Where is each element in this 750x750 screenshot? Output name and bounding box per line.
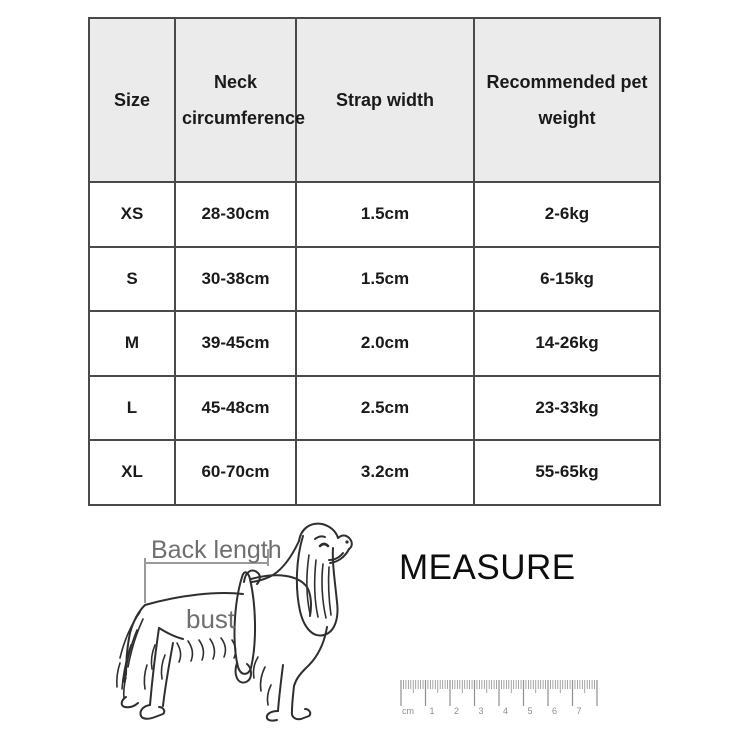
cell-size: M	[89, 311, 175, 376]
cell-weight: 23-33kg	[474, 376, 660, 441]
cell-strap: 1.5cm	[296, 182, 474, 247]
ruler-unit-label: 1	[429, 706, 435, 716]
cell-weight: 14-26kg	[474, 311, 660, 376]
cell-weight: 6-15kg	[474, 247, 660, 312]
ruler-unit-label: 3	[478, 706, 484, 716]
ruler-unit-label: 5	[527, 706, 533, 716]
cell-neck: 28-30cm	[175, 182, 296, 247]
cell-neck: 39-45cm	[175, 311, 296, 376]
cell-neck: 60-70cm	[175, 440, 296, 505]
table-header-row	[89, 18, 660, 182]
table-row	[89, 376, 660, 441]
ruler-graphic	[397, 676, 603, 718]
back-length-label: Back length	[151, 536, 282, 564]
cell-neck: 45-48cm	[175, 376, 296, 441]
cell-strap: 1.5cm	[296, 247, 474, 312]
bust-label: bust	[186, 604, 236, 634]
cell-neck: 30-38cm	[175, 247, 296, 312]
ruler-unit-label: 7	[576, 706, 582, 716]
col-header-neck: Neck circumference	[175, 18, 296, 182]
cell-strap: 2.5cm	[296, 376, 474, 441]
table-row	[89, 247, 660, 312]
cell-size: L	[89, 376, 175, 441]
cell-size: XL	[89, 440, 175, 505]
cell-size: XS	[89, 182, 175, 247]
ruler-unit-label: 6	[552, 706, 558, 716]
table-row	[89, 440, 660, 505]
cell-strap: 3.2cm	[296, 440, 474, 505]
ruler-unit-label: 4	[503, 706, 509, 716]
cell-size: S	[89, 247, 175, 312]
cell-weight: 2-6kg	[474, 182, 660, 247]
ruler-unit-label: 2	[454, 706, 460, 716]
cell-weight: 55-65kg	[474, 440, 660, 505]
col-header-strap: Strap width	[296, 18, 474, 182]
col-header-weight: Recommended pet weight	[474, 18, 660, 182]
ruler-unit-label: cm	[402, 706, 414, 716]
size-chart-table	[88, 17, 661, 506]
table-row	[89, 182, 660, 247]
col-header-size: Size	[89, 18, 175, 182]
table-row	[89, 311, 660, 376]
measure-title: MEASURE	[399, 548, 576, 587]
cell-strap: 2.0cm	[296, 311, 474, 376]
